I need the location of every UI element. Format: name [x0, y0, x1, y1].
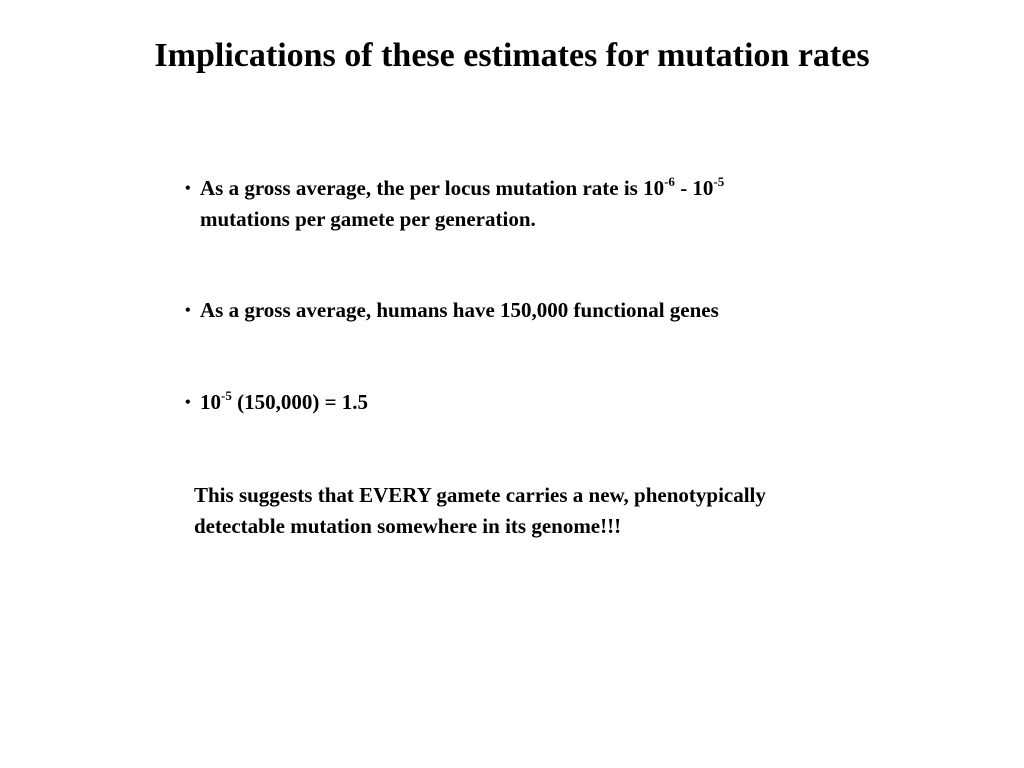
conclusion-line: detectable mutation somewhere in its genome!!!: [194, 514, 622, 538]
bullet-text-continuation: mutations per gamete per generation.: [200, 207, 536, 231]
bullet-line: [185, 204, 724, 235]
exponent: -5: [221, 388, 232, 403]
bullet-text-separator: - 10: [674, 176, 714, 200]
bullet-mutation-rate: [185, 173, 724, 235]
bullet-text: As a gross average, humans have 150,000 functional genes: [200, 298, 719, 322]
bullet-dot-icon: •: [185, 394, 191, 411]
exponent: -5: [713, 174, 725, 189]
bullet-line: [185, 173, 724, 204]
bullet-dot-icon: •: [185, 302, 191, 319]
bullet-dot-icon: •: [185, 180, 191, 197]
bullet-functional-genes: [185, 295, 719, 326]
bullet-calculation: [185, 387, 368, 418]
exponent: -6: [664, 174, 675, 189]
calc-rest: (150,000) = 1.5: [231, 390, 369, 414]
slide-title: Implications of these estimates for mutation rates: [154, 37, 870, 74]
bullet-text: As a gross average, the per locus mutation rate is 10: [200, 176, 665, 200]
conclusion-text: [194, 480, 766, 542]
calc-base: 10: [200, 390, 221, 414]
conclusion-line: This suggests that EVERY gamete carries a new, phenotypically: [194, 483, 766, 507]
